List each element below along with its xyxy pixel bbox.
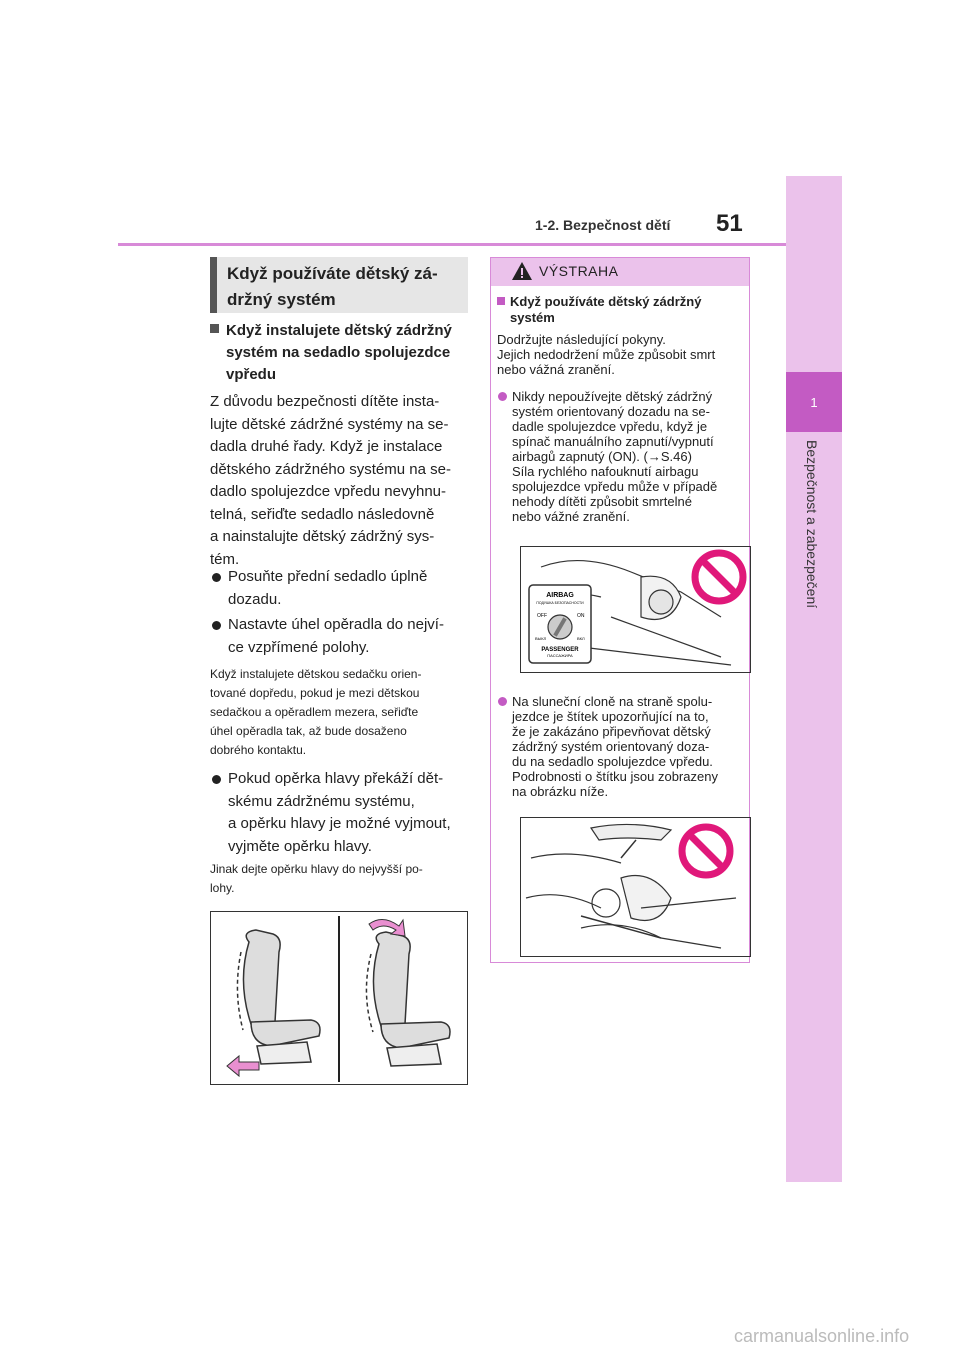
chapter-number: 1	[786, 372, 842, 432]
prohibition-icon	[682, 827, 730, 875]
square-bullet-icon	[210, 324, 219, 333]
warning-triangle-icon	[511, 261, 533, 281]
warning-line: Síla rychlého nafouknutí airbagu	[512, 464, 699, 479]
section-title-line: Když používáte dětský zá-	[227, 264, 438, 283]
page-number: 51	[716, 210, 743, 237]
warning-line: nebo vážná zranění.	[497, 362, 615, 377]
subheading-line: vpředu	[226, 366, 277, 383]
note-line: sedačkou a opěradlem mezera, seřiďte	[210, 705, 419, 719]
off-label-ru: ВЫКЛ	[535, 636, 547, 641]
bullet-line: ce vzpřímené polohy.	[228, 638, 370, 656]
bullet-line: Nastavte úhel opěradla do nejví-	[228, 616, 444, 633]
bullet-line: vyjměte opěrku hlavy.	[228, 837, 372, 855]
seat-adjustment-illustration	[210, 911, 468, 1085]
seat-icon	[237, 930, 320, 1064]
sun-visor-svg	[521, 818, 750, 956]
bullet-line: a opěrku hlavy je možné vyjmout,	[228, 815, 451, 832]
watermark: carmanualsonline.info	[734, 1326, 910, 1346]
para-line: lujte dětské zádržné systémy na se-	[210, 415, 449, 433]
warning-heading	[497, 294, 743, 326]
para-line: telná, seřiďte sedadlo následovně	[210, 505, 435, 523]
square-bullet-icon	[497, 297, 505, 305]
para-line: dadlo spolujezdce vpředu nevyhnu-	[210, 483, 446, 500]
warning-line: du na sedadlo spolujezdce vpředu.	[512, 754, 713, 769]
warning-line: Na sluneční cloně na straně spolu-	[512, 694, 713, 709]
warning-line: jezdce je štítek upozorňující na to,	[512, 709, 709, 724]
on-label: ON	[577, 613, 585, 619]
warning-bullet	[497, 389, 743, 524]
bullet-dot-icon	[212, 573, 221, 582]
para-line: dětského zádržného systému na se-	[210, 460, 451, 478]
bullet-line: Posuňte přední sedadlo úplně	[228, 568, 428, 585]
warning-line: Dodržujte následující pokyny.	[497, 332, 666, 347]
airbag-label-ru: ПОДУШКА БЕЗОПАСНОСТИ	[536, 601, 584, 605]
airbag-switch-illustration	[520, 546, 751, 673]
para-line: Z důvodu bezpečnosti dítěte insta-	[210, 393, 440, 410]
arrow-icon	[227, 1056, 259, 1076]
para-line: a nainstalujte dětský zádržný sys-	[210, 528, 435, 545]
chapter-label	[800, 440, 828, 690]
section-label: 1-2. Bezpečnost dětí	[535, 217, 671, 233]
warning-line: zádržný systém orientovaný doza-	[512, 739, 710, 754]
bullet-line: dozadu.	[228, 590, 282, 608]
on-label-ru: ВКЛ	[577, 636, 585, 641]
subheading-line: systém na sedadlo spolujezdce	[226, 344, 451, 361]
warning-line: na obrázku níže.	[512, 784, 609, 799]
bullet-item	[210, 614, 468, 659]
note-line: lohy.	[210, 881, 235, 895]
bullet-dot-icon	[498, 392, 507, 401]
note-line: tované dopředu, pokud je mezi dětskou	[210, 686, 420, 700]
bullet-dot-icon	[498, 697, 507, 706]
bullet-line: Pokud opěrka hlavy překáží dět-	[228, 770, 444, 787]
warning-line: airbagů zapnutý (ON). (→S.46)	[512, 449, 692, 464]
warning-label: VÝSTRAHA	[539, 263, 619, 279]
airbag-switch-svg	[521, 547, 750, 672]
bullet-line: skému zádržnému systému,	[228, 792, 415, 810]
airbag-label: AIRBAG	[546, 592, 574, 599]
header-rule	[118, 243, 786, 246]
bullet-item	[210, 768, 468, 858]
note-line: dobrého kontaktu.	[210, 743, 307, 757]
para-line: dadla druhé řady. Když je instalace	[210, 438, 443, 455]
warning-line: spolujezdce vpředu může v případě	[512, 479, 718, 494]
warning-heading-line: systém	[510, 310, 555, 325]
note-line: Jinak dejte opěrku hlavy do nejvyšší po-	[210, 862, 423, 876]
prohibition-icon	[695, 553, 743, 601]
off-label: OFF	[537, 613, 547, 619]
subheading	[210, 320, 468, 386]
warning-line: nehody dítěti způsobit smrtelné	[512, 494, 692, 509]
warning-line: že je zakázáno připevňovat dětský	[512, 724, 711, 739]
warning-line: Nikdy nepoužívejte dětský zádržný	[512, 389, 713, 404]
para-line: tém.	[210, 550, 240, 568]
warning-heading-line: Když používáte dětský zádržný	[510, 294, 702, 309]
passenger-label: PASSENGER	[541, 647, 579, 653]
note	[210, 665, 468, 760]
warning-box	[490, 257, 750, 963]
seat-illustration-svg	[211, 912, 467, 1084]
seat-icon	[366, 932, 450, 1066]
warning-bullet	[497, 694, 743, 799]
warning-line: Podrobnosti o štítku jsou zobrazeny	[512, 769, 718, 784]
chapter-label-text: Bezpečnost a zabezpečení	[804, 440, 820, 609]
section-title-box	[210, 257, 468, 313]
warning-line: systém orientovaný dozadu na se-	[512, 404, 710, 419]
warning-intro	[497, 332, 743, 377]
section-title-line: držný systém	[227, 290, 336, 309]
bullet-item	[210, 566, 468, 611]
warning-line: dadle spolujezdce vpředu, když je	[512, 419, 708, 434]
body-paragraph	[210, 391, 468, 571]
bullet-dot-icon	[212, 775, 221, 784]
note-line: Když instalujete dětskou sedačku orien-	[210, 667, 422, 681]
note-line: úhel opěradla tak, až bude dosaženo	[210, 724, 407, 738]
warning-line: Jejich nedodržení může způsobit smrt	[497, 347, 716, 362]
bullet-dot-icon	[212, 621, 221, 630]
subheading-line: Když instalujete dětský zádržný	[226, 322, 452, 339]
sun-visor-illustration	[520, 817, 751, 957]
note	[210, 860, 468, 898]
warning-line: nebo vážné zranění.	[512, 509, 630, 524]
passenger-label-ru: ПАССАЖИРА	[547, 653, 573, 658]
warning-header	[491, 258, 749, 286]
warning-line: spínač manuálního zapnutí/vypnutí	[512, 434, 714, 449]
